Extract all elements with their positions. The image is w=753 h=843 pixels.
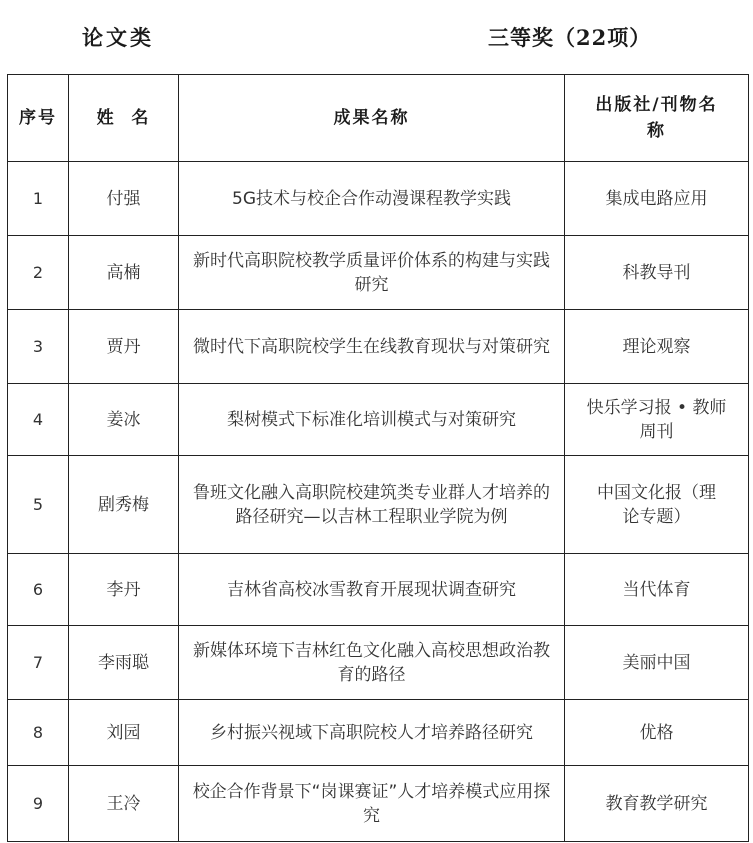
cell-no: 7 xyxy=(8,626,69,700)
cell-publisher: 优格 xyxy=(565,700,749,766)
page-header xyxy=(0,0,753,74)
table-row xyxy=(8,626,749,700)
table-row xyxy=(8,236,749,310)
table-row xyxy=(8,384,749,456)
col-header-title: 成果名称 xyxy=(179,75,565,162)
award-table xyxy=(7,74,749,842)
cell-title: 乡村振兴视域下高职院校人才培养路径研究 xyxy=(179,700,565,766)
cell-title: 新媒体环境下吉林红色文化融入高校思想政治教育的路径 xyxy=(179,626,565,700)
cell-name: 刘园 xyxy=(69,700,179,766)
cell-name: 贾丹 xyxy=(69,310,179,384)
col-header-name: 姓 名 xyxy=(69,75,179,162)
cell-publisher: 理论观察 xyxy=(565,310,749,384)
cell-no: 9 xyxy=(8,766,69,842)
cell-no: 5 xyxy=(8,456,69,554)
cell-title: 新时代高职院校教学质量评价体系的构建与实践研究 xyxy=(179,236,565,310)
cell-title: 微时代下高职院校学生在线教育现状与对策研究 xyxy=(179,310,565,384)
cell-no: 6 xyxy=(8,554,69,626)
table-row xyxy=(8,766,749,842)
category-title: 论文类 xyxy=(82,25,154,50)
cell-title: 吉林省高校冰雪教育开展现状调查研究 xyxy=(179,554,565,626)
cell-no: 8 xyxy=(8,700,69,766)
table-row xyxy=(8,162,749,236)
cell-name: 剧秀梅 xyxy=(69,456,179,554)
cell-title: 校企合作背景下“岗课赛证”人才培养模式应用探究 xyxy=(179,766,565,842)
cell-no: 2 xyxy=(8,236,69,310)
cell-name: 姜冰 xyxy=(69,384,179,456)
table-row xyxy=(8,456,749,554)
cell-publisher: 科教导刊 xyxy=(565,236,749,310)
award-title: 三等奖（22项） xyxy=(488,25,652,50)
cell-no: 1 xyxy=(8,162,69,236)
table-header-row xyxy=(8,75,749,162)
cell-no: 3 xyxy=(8,310,69,384)
cell-name: 付强 xyxy=(69,162,179,236)
cell-name: 王冷 xyxy=(69,766,179,842)
cell-name: 李丹 xyxy=(69,554,179,626)
table-row xyxy=(8,310,749,384)
cell-name: 李雨聪 xyxy=(69,626,179,700)
cell-title: 梨树模式下标准化培训模式与对策研究 xyxy=(179,384,565,456)
cell-no: 4 xyxy=(8,384,69,456)
cell-publisher: 当代体育 xyxy=(565,554,749,626)
cell-publisher: 集成电路应用 xyxy=(565,162,749,236)
table-row xyxy=(8,554,749,626)
col-header-no: 序号 xyxy=(8,75,69,162)
cell-publisher: 中国文化报（理论专题） xyxy=(565,456,749,554)
cell-publisher: 快乐学习报 • 教师周刊 xyxy=(565,384,749,456)
cell-publisher: 美丽中国 xyxy=(565,626,749,700)
cell-title: 5G技术与校企合作动漫课程教学实践 xyxy=(179,162,565,236)
table-row xyxy=(8,700,749,766)
cell-name: 高楠 xyxy=(69,236,179,310)
col-header-publisher: 出版社/刊物名称 xyxy=(565,75,749,162)
cell-publisher: 教育教学研究 xyxy=(565,766,749,842)
cell-title: 鲁班文化融入高职院校建筑类专业群人才培养的路径研究—以吉林工程职业学院为例 xyxy=(179,456,565,554)
